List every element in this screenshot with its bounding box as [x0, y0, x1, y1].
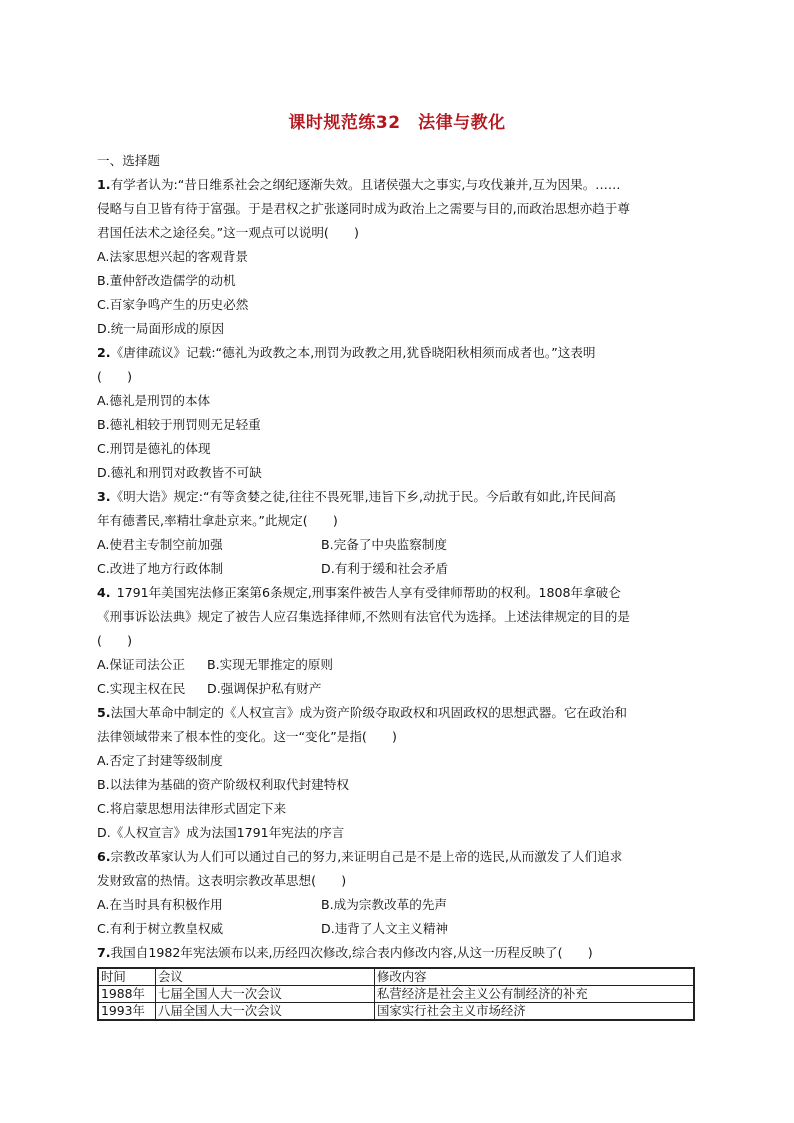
- question-line: 4. 1791年美国宪法修正案第6条规定,刑事案件被告人享有受律师帮助的权利。1808年拿破仑: [97, 585, 621, 600]
- option-c[interactable]: C.改进了地方行政体制: [97, 561, 224, 576]
- option-row: [97, 893, 699, 917]
- question-4: [97, 581, 699, 701]
- table-header-cell: 修改内容: [375, 968, 695, 986]
- amendment-table: [97, 967, 695, 1021]
- option-d[interactable]: D.违背了人文主义精神: [321, 921, 449, 936]
- question-line: 3.《明大诰》规定:“有等贪婪之徒,往往不畏死罪,违旨下乡,动扰于民。今后敢有如此,许民间高: [97, 489, 616, 504]
- question-line: 年有德耆民,率精壮拿赴京来。”此规定( ): [97, 513, 338, 528]
- option-b[interactable]: B.以法律为基础的资产阶级权利取代封建特权: [97, 777, 349, 792]
- option-c[interactable]: C.将启蒙思想用法律形式固定下来: [97, 801, 287, 816]
- option-row: [97, 557, 699, 581]
- table-header-row: [98, 968, 694, 986]
- question-line: 2.《唐律疏议》记载:“德礼为政教之本,刑罚为政教之用,犹昏晓阳秋相须而成者也。”这表明: [97, 345, 596, 360]
- table-cell: 七届全国人大一次会议: [156, 986, 375, 1003]
- question-7: [97, 941, 699, 1021]
- option-b[interactable]: B.董仲舒改造儒学的动机: [97, 273, 236, 288]
- question-1: [97, 173, 699, 341]
- option-a[interactable]: A.在当时具有积极作用: [97, 897, 223, 912]
- question-number: 7.: [97, 945, 111, 960]
- option-b[interactable]: B.德礼相较于刑罚则无足轻重: [97, 417, 261, 432]
- table-cell: 八届全国人大一次会议: [156, 1003, 375, 1021]
- option-b[interactable]: B.成为宗教改革的先声: [321, 897, 447, 912]
- table-cell: 国家实行社会主义市场经济: [375, 1003, 695, 1021]
- question-number: 2.: [97, 345, 111, 360]
- option-d[interactable]: D.有利于缓和社会矛盾: [321, 561, 449, 576]
- question-line: ( ): [97, 369, 133, 384]
- question-line: ( ): [97, 633, 133, 648]
- table-header-cell: 会议: [156, 968, 375, 986]
- table-cell: 1988年: [98, 986, 156, 1003]
- option-row: [97, 653, 699, 677]
- question-line: 7.我国自1982年宪法颁布以来,历经四次修改,综合表内修改内容,从这一历程反映了( ): [97, 945, 593, 960]
- option-d[interactable]: D.统一局面形成的原因: [97, 321, 225, 336]
- table-cell: 1993年: [98, 1003, 156, 1021]
- question-number: 5.: [97, 705, 111, 720]
- option-row: [97, 917, 699, 941]
- question-line: 法律领域带来了根本性的变化。这一“变化”是指( ): [97, 729, 397, 744]
- option-d[interactable]: D.强调保护私有财产: [207, 681, 322, 696]
- table-cell: 私营经济是社会主义公有制经济的补充: [375, 986, 695, 1003]
- option-a[interactable]: A.法家思想兴起的客观背景: [97, 249, 248, 264]
- question-3: [97, 485, 699, 581]
- question-number: 3.: [97, 489, 111, 504]
- option-a[interactable]: A.保证司法公正: [97, 657, 185, 672]
- option-d[interactable]: D.德礼和刑罚对政教皆不可缺: [97, 465, 262, 480]
- option-c[interactable]: C.刑罚是德礼的体现: [97, 441, 211, 456]
- question-line: 《刑事诉讼法典》规定了被告人应召集选择律师,不然则有法官代为选择。上述法律规定的目的是: [97, 609, 630, 624]
- option-a[interactable]: A.否定了封建等级制度: [97, 753, 223, 768]
- page-title: 课时规范练32 法律与教化: [288, 113, 506, 133]
- option-c[interactable]: C.实现主权在民: [97, 681, 186, 696]
- question-line: 侵略与自卫皆有待于富强。于是君权之扩张遂同时成为政治上之需要与目的,而政治思想亦趋于尊: [97, 201, 630, 216]
- option-row: [97, 677, 699, 701]
- question-2: [97, 341, 699, 485]
- option-b[interactable]: B.实现无罪推定的原则: [207, 657, 333, 672]
- question-line: 君国任法术之途径矣。”这一观点可以说明( ): [97, 225, 359, 240]
- question-number: 1.: [97, 177, 111, 192]
- option-d[interactable]: D.《人权宣言》成为法国1791年宪法的序言: [97, 825, 345, 840]
- question-5: [97, 701, 699, 845]
- section-heading: 一、选择题: [97, 153, 160, 168]
- table-header-cell: 时间: [98, 968, 156, 986]
- question-6: [97, 845, 699, 941]
- table-row: [98, 1003, 694, 1021]
- option-c[interactable]: C.百家争鸣产生的历史必然: [97, 297, 249, 312]
- question-line: 6.宗教改革家认为人们可以通过自己的努力,来证明自己是不是上帝的选民,从而激发了人们追求: [97, 849, 623, 864]
- option-row: [97, 533, 699, 557]
- option-a[interactable]: A.德礼是刑罚的本体: [97, 393, 211, 408]
- question-line: 发财致富的热情。这表明宗教改革思想( ): [97, 873, 347, 888]
- question-line: 1.有学者认为:“昔日维系社会之纲纪逐渐失效。且诸侯强大之事实,与攻伐兼并,互为因果。……: [97, 177, 621, 192]
- option-c[interactable]: C.有利于树立教皇权威: [97, 921, 224, 936]
- question-number: 6.: [97, 849, 111, 864]
- question-number: 4.: [97, 585, 111, 600]
- table-row: [98, 986, 694, 1003]
- exercise-content: [97, 149, 699, 1021]
- question-line: 5.法国大革命中制定的《人权宣言》成为资产阶级夺取政权和巩固政权的思想武器。它在政治和: [97, 705, 627, 720]
- option-b[interactable]: B.完备了中央监察制度: [321, 537, 447, 552]
- option-a[interactable]: A.使君主专制空前加强: [97, 537, 223, 552]
